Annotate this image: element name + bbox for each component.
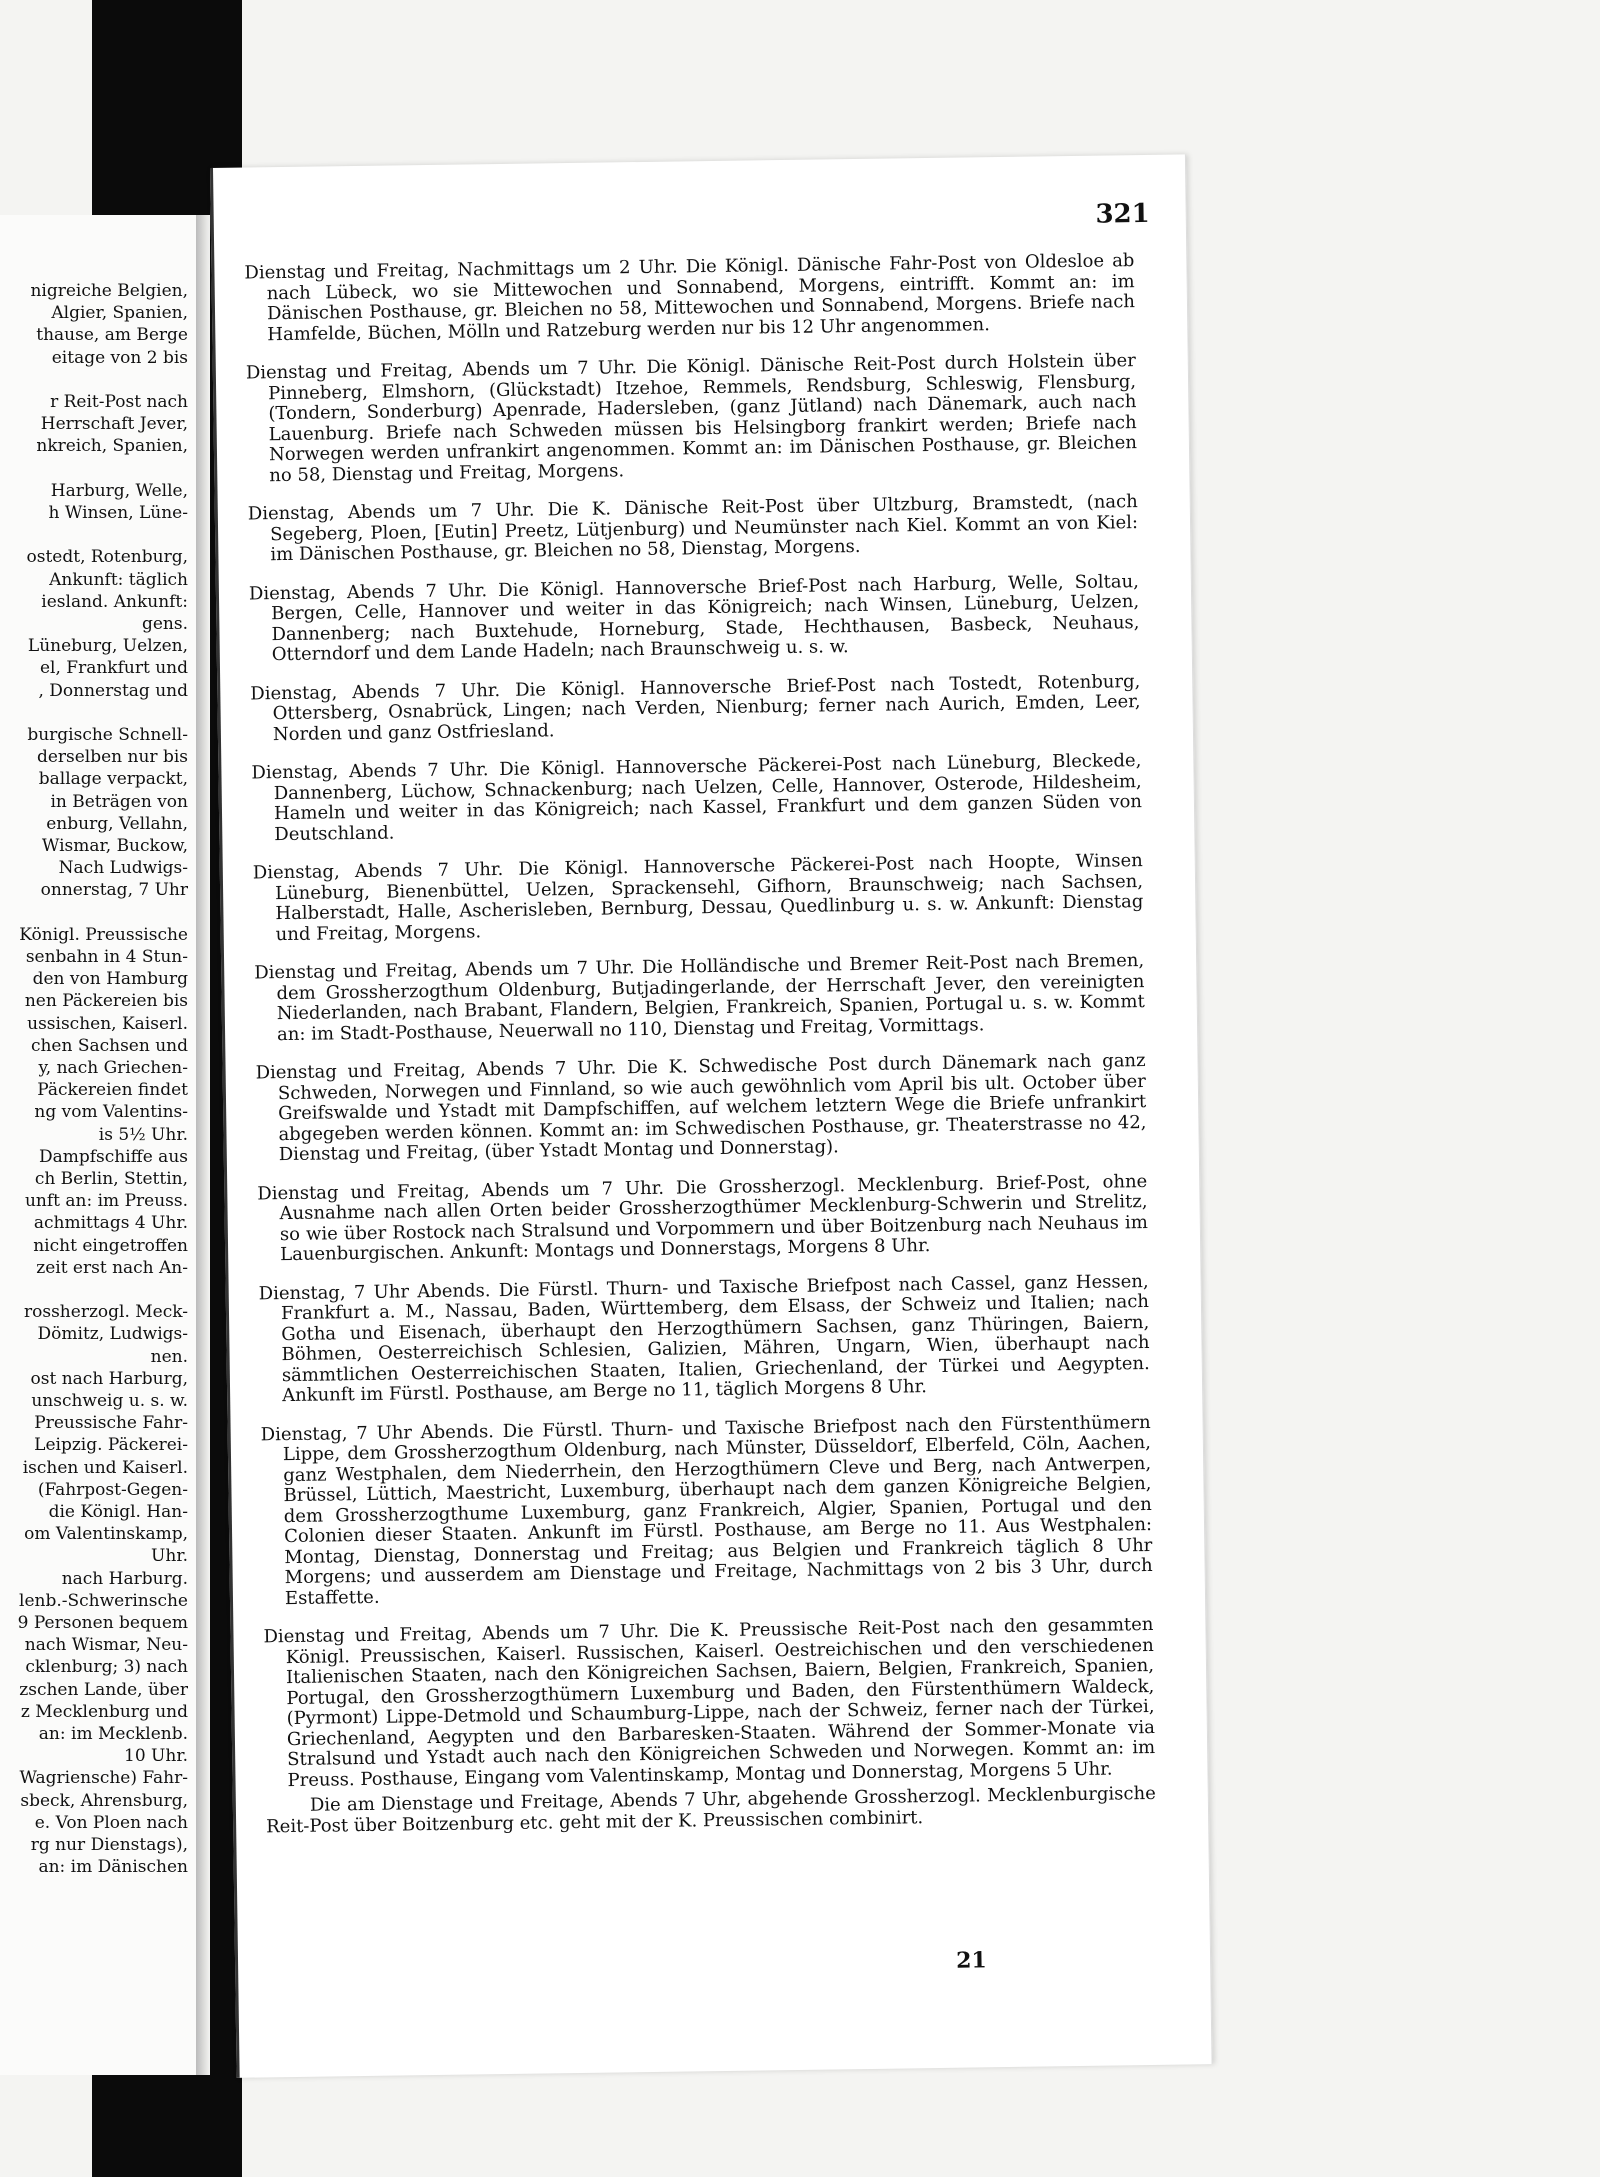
left-page-line: Algier, Spanien, bbox=[51, 303, 188, 324]
schedule-entry: Dienstag, Abends 7 Uhr. Die Königl. Hannoversche Brief-Post nach Harburg, Welle, Soltau, Bergen, Celle, Hannover und weiter in das Königreich; nach Winsen, Lüneburg, Uelzen, Dannenberg; nach Buxtehude, Horneburg, Stade, Hechthausen, Basbeck, Neuhaus, Otterndorf und dem Lande Hadeln; nach Braunschweig u. s. w. bbox=[248, 570, 1140, 666]
left-page-line: (Fahrpost-Gegen- bbox=[37, 1479, 188, 1500]
left-page-line: den von Hamburg bbox=[32, 969, 188, 990]
left-page-line: nach Wismar, Neu- bbox=[24, 1635, 188, 1656]
left-page-line: Päckereien findet bbox=[37, 1080, 188, 1101]
schedule-entry: Dienstag und Freitag, Abends 7 Uhr. Die K. Schwedische Post durch Dänemark nach ganz Schweden, Norwegen und Finnland, so wie auch gewöhnlich vom April bis ult. October über Greifswalde und Ystadt mit Dampfschiffen, auf welchem letztern Wege die Briefe unfrankirt abgegeben werden können. Kommt an: im Schwedischen Posthause, gr. Theaterstrasse no 42, Dienstag und Freitag, (über Ystadt Montag und Donnerstag). bbox=[255, 1050, 1147, 1166]
left-page-line: in Beträgen von bbox=[50, 791, 188, 812]
left-page-line: ischen und Kaiserl. bbox=[22, 1457, 188, 1478]
left-page-line: ussischen, Kaiserl. bbox=[27, 1013, 188, 1034]
schedule-entry: Dienstag, Abends um 7 Uhr. Die K. Dänische Reit-Post über Ultzburg, Bramstedt, (nach Segeberg, Ploen, [Eutin] Preetz, Lütjenburg) und Neumünster nach Kiel. Kommt an von Kiel: im Dänischen Posthause, gr. Bleichen no 58, Dienstag, Morgens. bbox=[247, 491, 1139, 566]
signature-mark: 21 bbox=[955, 1947, 987, 1974]
left-page-line: 9 Personen bequem bbox=[17, 1613, 188, 1633]
left-page-line: Dömitz, Ludwigs- bbox=[37, 1324, 188, 1345]
left-page-line: Dampfschiffe aus bbox=[38, 1146, 188, 1167]
left-page-line: die Königl. Han- bbox=[48, 1502, 188, 1522]
left-page-line: z Mecklenburg und bbox=[20, 1701, 188, 1722]
schedule-entry: Dienstag, 7 Uhr Abends. Die Fürstl. Thurn- und Taxische Briefpost nach den Fürstenthümern Lippe, dem Grossherzogthum Oldenburg, nach Münster, Düsseldorf, Elberfeld, Cöln, Aachen, ganz Westphalen, dem Niederrhein, den Herzogthümern Cleve und Berg, nach Antwerpen, Brüssel, Lüttich, Maestricht, Luxemburg, überhaupt nach dem ganzen Königreiche Belgien, dem Grossherzogthume Luxemburg, ganz Frankreich, Algier, Spanien, Portugal und den Colonien dieser Staaten. Ankunft im Fürstl. Posthause, am Berge no 11. Aus Westphalen: Montag, Dienstag, Donnerstag und Freitag; aus Belgien und Frankreich täglich 8 Uhr Morgens; und ausserdem am Dienstage und Freitage, Nachmittags von 2 bis 3 Uhr, durch Estaffette. bbox=[260, 1411, 1153, 1609]
left-page-line: zschen Lande, über bbox=[19, 1679, 188, 1700]
schedule-entry: Dienstag und Freitag, Nachmittags um 2 Uhr. Die Königl. Dänische Fahr-Post von Oldesloe ab nach Lübeck, wo sie Mittewochen und Sonnabend, Morgens, eintrifft. Kommt an: im Dänischen Posthause, gr. Bleichen no 58, Mittewochen und Sonnabend, Morgens. Briefe nach Hamfelde, Büchen, Mölln und Ratzeburg werden nur bis 12 Uhr angenommen. bbox=[244, 250, 1136, 345]
post-schedule-list bbox=[244, 251, 1156, 1855]
left-page-line: el, Frankfurt und bbox=[40, 658, 188, 679]
left-page-line: unschweig u. s. w. bbox=[31, 1391, 188, 1411]
left-page-line: Uhr. bbox=[151, 1546, 188, 1567]
left-page-line: Wagriensche) Fahr- bbox=[19, 1768, 188, 1789]
left-page-line: om Valentinskamp, bbox=[24, 1524, 188, 1545]
schedule-entry: Dienstag, Abends 7 Uhr. Die Königl. Hannoversche Päckerei-Post nach Hoopte, Winsen Lüneburg, Bienenbüttel, Uelzen, Sprackensehl, Gifhorn, Braunschweig; nach Sachsen, Halberstadt, Halle, Ascherisleben, Bernburg, Dessau, Quedlinburg u. s. w. Ankunft: Dienstag und Freitag, Morgens. bbox=[252, 850, 1144, 945]
left-page-line: Preussische Fahr- bbox=[34, 1413, 188, 1434]
left-page-line: Wismar, Buckow, bbox=[41, 836, 188, 856]
page-gutter bbox=[196, 215, 210, 2075]
left-page-line: Harburg, Welle, bbox=[50, 480, 188, 501]
page-number: 321 bbox=[1095, 198, 1150, 230]
left-page-line: chen Sachsen und bbox=[30, 1035, 188, 1056]
schedule-entry: Dienstag und Freitag, Abends um 7 Uhr. Die Holländische und Bremer Reit-Post nach Bremen, dem Grossherzogthum Oldenburg, Butjadingerlande, der Herrschaft Jever, den vereinigten Niederlanden, nach Brabant, Flandern, Belgien, Frankreich, Spanien, Portugal u. s. w. Kommt an: im Stadt-Posthause, Neuerwall no 110, Dienstag und Freitag, Vormittags. bbox=[254, 950, 1145, 1045]
schedule-entry: Dienstag, Abends 7 Uhr. Die Königl. Hannoversche Päckerei-Post nach Lüneburg, Bleckede, Dannenberg, Lüchow, Schnackenburg; nach Uelzen, Celle, Hannover, Osterode, Hildesheim, Hameln und weiter in das Königreich; nach Kassel, Frankfurt und dem ganzen Süden von Deutschland. bbox=[251, 750, 1143, 845]
left-page-line: iesland. Ankunft: bbox=[41, 591, 188, 612]
left-page-line: gens. bbox=[141, 614, 188, 634]
left-page-line: rg nur Dienstags), bbox=[30, 1835, 188, 1855]
left-page-line: eitage von 2 bis bbox=[51, 347, 188, 368]
schedule-entry: Dienstag und Freitag, Abends um 7 Uhr. Die Königl. Dänische Reit-Post durch Holstein über Pinneberg, Elmshorn, (Glückstadt) Itzehoe, Remmels, Rendsburg, Schleswig, Flensburg, (Tondern, Sonderburg) Apenrade, Hadersleben, (ganz Jütland) nach Dänemark, auch nach Lauenburg. Briefe nach Schweden müssen bis Helsingborg frankirt werden; Briefe nach Norwegen werden unfrankirt angenommen. Kommt an: im Dänischen Posthause, gr. Bleichen no 58, Dienstag und Freitag, Morgens. bbox=[245, 350, 1138, 486]
left-page-line: enburg, Vellahn, bbox=[46, 813, 188, 834]
left-page-line: onnerstag, 7 Uhr bbox=[40, 880, 188, 901]
closing-note: Die am Dienstage und Freitage, Abends 7 Uhr, abgehende Grossherzogl. Mecklenburgische Reit-Post über Boitzenburg etc. geht mit der K. Preussischen combinirt. bbox=[266, 1782, 1156, 1837]
left-page-line: nen. bbox=[150, 1346, 188, 1367]
left-page-line: zeit erst nach An- bbox=[36, 1257, 188, 1278]
left-page-line: Königl. Preussische bbox=[19, 924, 188, 945]
left-page-line: y, nach Griechen- bbox=[38, 1058, 188, 1078]
left-page-line: nkreich, Spanien, bbox=[36, 436, 188, 457]
left-page-line: Lüneburg, Uelzen, bbox=[27, 636, 188, 657]
left-page-line: achmittags 4 Uhr. bbox=[33, 1213, 188, 1234]
left-page-line: rossherzogl. Meck- bbox=[24, 1302, 188, 1323]
left-page-line: lenb.-Schwerinsche bbox=[19, 1590, 188, 1611]
schedule-entry: Dienstag, Abends 7 Uhr. Die Königl. Hannoversche Brief-Post nach Tostedt, Rotenburg, Ottersberg, Osnabrück, Lingen; nach Verden, Nienburg; ferner nach Aurich, Emden, Leer, Norden und ganz Ostfriesland. bbox=[250, 670, 1141, 745]
left-page-line: is 5½ Uhr. bbox=[98, 1124, 188, 1145]
schedule-entry: Dienstag und Freitag, Abends um 7 Uhr. Die Grossherzogl. Mecklenburg. Brief-Post, ohne Ausnahme nach allen Orten beider Grossherzogthümer Mecklenburg-Schwerin und Strelitz, so wie über Rostock nach Stralsund und Vorpommern und über Boitzenburg nach Neuhaus im Lauenburgischen. Ankunft: Montags und Donnerstags, Morgens 8 Uhr. bbox=[257, 1170, 1148, 1266]
left-page-line: nen Päckereien bis bbox=[24, 991, 188, 1012]
left-page-line: cklenburg; 3) nach bbox=[25, 1657, 188, 1678]
left-page-line: senbahn in 4 Stun- bbox=[25, 947, 188, 967]
left-page-line: an: im Dänischen bbox=[38, 1857, 188, 1878]
left-page-line: 10 Uhr. bbox=[124, 1746, 188, 1767]
left-page-line: derselben nur bis bbox=[36, 747, 188, 768]
left-page-line: ch Berlin, Stettin, bbox=[34, 1169, 188, 1189]
left-page-line: e. Von Ploen nach bbox=[34, 1812, 188, 1833]
left-page-line: Herrschaft Jever, bbox=[40, 414, 188, 435]
left-page-line: thause, am Berge bbox=[36, 325, 188, 346]
schedule-entry: Dienstag, 7 Uhr Abends. Die Fürstl. Thurn- und Taxische Briefpost nach Cassel, ganz Hessen, Frankfurt a. M., Nassau, Baden, Württemberg, dem Elsass, der Schweiz und Italien; nach Gotha und Eisenach, überhaupt den Herzogthümern Sachsen, ganz Thüringen, Baiern, Böhmen, Oesterreichisch Schlesien, Galizien, Mähren, Ungarn, Wien, überhaupt nach sämmtlichen Oesterreichischen Staaten, Italien, Griechenland, der Türkei und Aegypten. Ankunft im Fürstl. Posthause, am Berge no 11, täglich Morgens 8 Uhr. bbox=[258, 1270, 1150, 1407]
left-page-line: burgische Schnell- bbox=[27, 725, 188, 745]
left-page-line: Ankunft: täglich bbox=[49, 569, 188, 590]
left-page-line: Nach Ludwigs- bbox=[58, 858, 188, 879]
left-page-line: nigreiche Belgien, bbox=[30, 281, 188, 301]
left-page-line: Leipzig. Päckerei- bbox=[34, 1435, 188, 1456]
left-page-line: h Winsen, Lüne- bbox=[48, 503, 188, 523]
left-page bbox=[0, 215, 198, 2075]
left-page-line: sbeck, Ahrensburg, bbox=[20, 1790, 188, 1811]
left-page-line: nach Harburg. bbox=[61, 1568, 188, 1589]
left-page-line: an: im Mecklenb. bbox=[38, 1724, 188, 1744]
left-page-line: , Donnerstag und bbox=[38, 680, 188, 701]
right-page bbox=[210, 154, 1213, 2077]
left-page-line: ostedt, Rotenburg, bbox=[26, 547, 188, 568]
left-page-line: ng vom Valentins- bbox=[34, 1102, 188, 1123]
schedule-entry: Dienstag und Freitag, Abends um 7 Uhr. Die K. Preussische Reit-Post nach den gesammten Königl. Preussischen, Kaiserl. Russischen, Kaiserl. Oestreichischen und den verschiedenen Italienischen Staaten, nach den Königreichen Sachsen, Baiern, Belgien, Frankreich, Spanien, Portugal, den Grossherzogthümern Luxemburg und Baden, den Fürstenthümern Waldeck, (Pyrmont) Lippe-Detmold und Schaumburg-Lippe, nach der Schweiz, ferner nach der Türkei, Griechenland, Aegypten und den Barbaresken-Staaten. Während der Sommer-Monate via Stralsund und Ystadt auch nach den Königreichen Schweden und Norwegen. Kommt an: im Preuss. Posthause, Eingang vom Valentinskamp, Montag und Donnerstag, Morgens 5 Uhr. bbox=[263, 1613, 1156, 1791]
left-page-line: ballage verpackt, bbox=[38, 769, 188, 790]
left-page-line: nicht eingetroffen bbox=[33, 1235, 188, 1256]
left-page-line: unft an: im Preuss. bbox=[24, 1191, 188, 1212]
left-page-line: r Reit-Post nach bbox=[50, 392, 188, 412]
left-page-line: ost nach Harburg, bbox=[30, 1368, 188, 1389]
